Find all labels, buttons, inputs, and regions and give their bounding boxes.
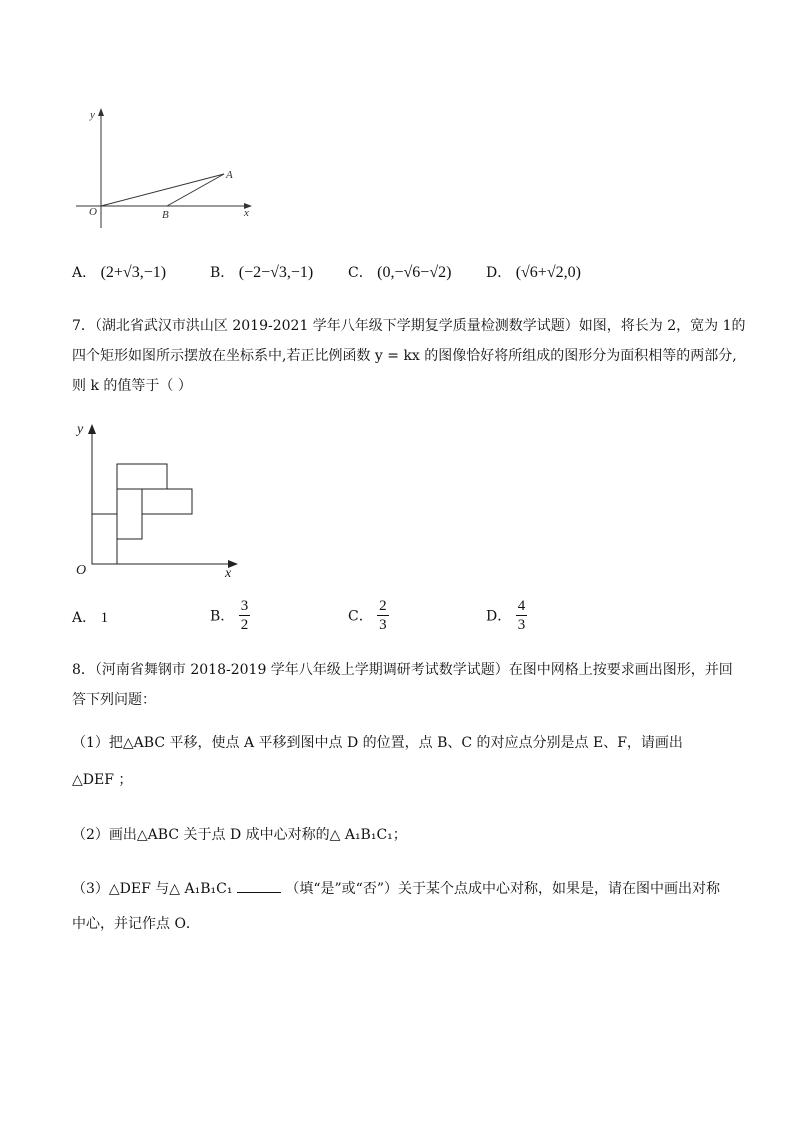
rectangle-4	[142, 489, 192, 514]
label-b: B	[162, 209, 169, 221]
fraction	[377, 597, 389, 634]
option-letter: D．	[486, 608, 512, 625]
option-expr: (−2−√3,−1)	[238, 264, 314, 281]
q6-option-c[interactable]	[348, 262, 451, 282]
label-y: y	[77, 422, 84, 437]
numerator: 4	[517, 598, 526, 614]
q6-option-d[interactable]	[486, 262, 581, 282]
q7-option-d[interactable]	[486, 597, 527, 634]
y-axis-arrow	[98, 108, 104, 116]
q8-text-line-2: 答下列问题：	[72, 692, 156, 708]
option-letter: D．	[486, 265, 512, 281]
option-letter: C．	[348, 265, 373, 281]
option-letter: A．	[72, 610, 97, 626]
q8-part-1-line-2: △DEF ；	[72, 772, 133, 788]
option-expr: (2+√3,−1)	[100, 264, 167, 281]
option-letter: B．	[210, 265, 235, 281]
rectangle-2	[117, 489, 142, 539]
option-expr: (√6+√2,0)	[515, 264, 581, 281]
option-expr: (0,−√6−√2)	[377, 264, 452, 281]
label-o: O	[76, 563, 87, 578]
label-x: x	[244, 207, 249, 219]
q7-text-line-3: 则 k 的值等于（ ）	[72, 378, 192, 394]
q8-part-3-line-1	[72, 878, 720, 899]
q8-part-1-line-1: （1）把△ABC 平移，使点 A 平移到图中点 D 的位置，点 B、C 的对应点分别是点 E、F，请画出	[72, 735, 683, 751]
denominator: 3	[379, 617, 387, 633]
label-a: A	[226, 169, 233, 181]
numerator: 3	[240, 598, 249, 614]
rectangle-1	[92, 514, 117, 564]
y-axis-arrow	[88, 424, 96, 434]
q8-part-3-suffix: （填“是”或“否”）关于某个点成中心对称，如果是，请在图中画出对称	[285, 881, 720, 897]
q7-option-a[interactable]	[72, 607, 108, 627]
option-letter: C．	[348, 608, 373, 625]
option-value: 1	[100, 610, 109, 626]
denominator: 3	[517, 617, 526, 633]
answer-blank[interactable]	[237, 878, 281, 893]
q6-figure	[70, 100, 270, 235]
label-o: O	[89, 206, 97, 218]
fraction	[239, 597, 251, 634]
option-letter: B．	[210, 608, 235, 625]
label-y: y	[90, 109, 95, 121]
q7-text-line-1: 7．（湖北省武汉市洪山区 2019-2021 学年八年级下学期复学质量检测数学试题）如图，将长为 2，宽为 1的	[72, 318, 746, 334]
q7-text-line-2: 四个矩形如图所示摆放在坐标系中,若正比例函数 y = kx 的图像恰好将所组成的图形分为面积相等的两部分,	[72, 348, 737, 364]
fraction	[516, 597, 528, 634]
denominator: 2	[240, 617, 249, 633]
option-letter: A．	[72, 265, 97, 281]
rectangle-3	[117, 464, 167, 489]
segment-ba	[167, 174, 224, 206]
q6-option-b[interactable]	[210, 262, 313, 282]
segment-oa	[101, 174, 224, 206]
q7-figure	[70, 418, 245, 583]
q8-part-3-line-2: 中心，并记作点 O．	[72, 916, 200, 932]
q7-option-c[interactable]	[348, 597, 389, 634]
q8-part-2: （2）画出△ABC 关于点 D 成中心对称的△ A₁B₁C₁；	[72, 827, 407, 843]
q7-option-b[interactable]	[210, 597, 250, 634]
numerator: 2	[379, 598, 387, 614]
label-x: x	[225, 566, 232, 581]
q6-option-a[interactable]	[72, 262, 166, 282]
q8-text-line-1: 8．（河南省舞钢市 2018-2019 学年八年级上学期调研考试数学试题）在图中网格上按要求画出图形，并回	[72, 662, 733, 678]
q8-part-3-prefix: （3）△DEF 与△ A₁B₁C₁	[72, 881, 233, 897]
